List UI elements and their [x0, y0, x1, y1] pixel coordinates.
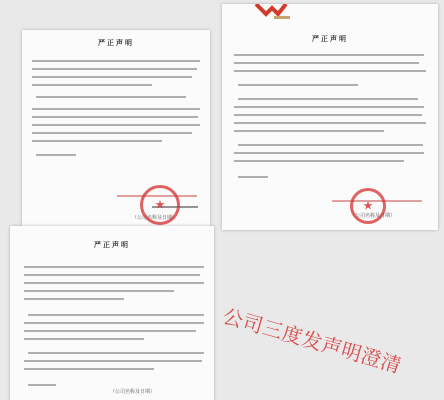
- text-line: [32, 132, 192, 134]
- text-line: [32, 116, 198, 118]
- text-line: [32, 124, 200, 126]
- signature-text: （公司名称及日期）: [350, 213, 396, 219]
- text-line: [24, 338, 144, 340]
- document-title: 严正声明: [312, 34, 348, 43]
- text-line: [234, 106, 424, 108]
- text-line: [24, 298, 124, 300]
- text-line: [32, 68, 197, 70]
- text-line: [234, 122, 426, 124]
- statement-document-3: [10, 226, 214, 400]
- text-line: [36, 154, 76, 156]
- text-line: [28, 314, 204, 316]
- text-line: [32, 76, 192, 78]
- text-line: [238, 98, 418, 100]
- text-line: [24, 282, 204, 284]
- text-line: [24, 368, 154, 370]
- text-line: [36, 96, 186, 98]
- text-line: [24, 290, 174, 292]
- text-line: [234, 130, 384, 132]
- text-line: [32, 60, 200, 62]
- signature-text: （公司名称及日期）: [110, 389, 156, 395]
- text-line: [234, 70, 426, 72]
- text-line: [238, 176, 268, 178]
- text-line: [234, 160, 404, 162]
- text-line: [24, 322, 204, 324]
- text-line: [24, 266, 204, 268]
- company-seal: [140, 185, 180, 225]
- text-line: [32, 140, 162, 142]
- text-line: [234, 152, 424, 154]
- text-line: [238, 84, 358, 86]
- company-logo-icon: [252, 4, 292, 20]
- text-line: [24, 274, 200, 276]
- text-line: [32, 108, 200, 110]
- text-line: [234, 114, 422, 116]
- text-line: [234, 54, 424, 56]
- statement-caption: 公司三度发声明澄清: [220, 303, 405, 378]
- text-line: [234, 62, 419, 64]
- text-line: [28, 352, 204, 354]
- text-line: [28, 384, 56, 386]
- statement-document-2: [222, 4, 438, 230]
- document-title: 严正声明: [98, 38, 134, 47]
- signature-text: （公司名称及日期）: [132, 215, 178, 221]
- text-line: [238, 144, 423, 146]
- company-seal: [350, 188, 386, 224]
- text-line: [24, 330, 196, 332]
- document-title: 严正声明: [94, 240, 130, 249]
- text-line: [32, 84, 152, 86]
- text-line: [24, 360, 202, 362]
- statement-document-1: [22, 30, 210, 226]
